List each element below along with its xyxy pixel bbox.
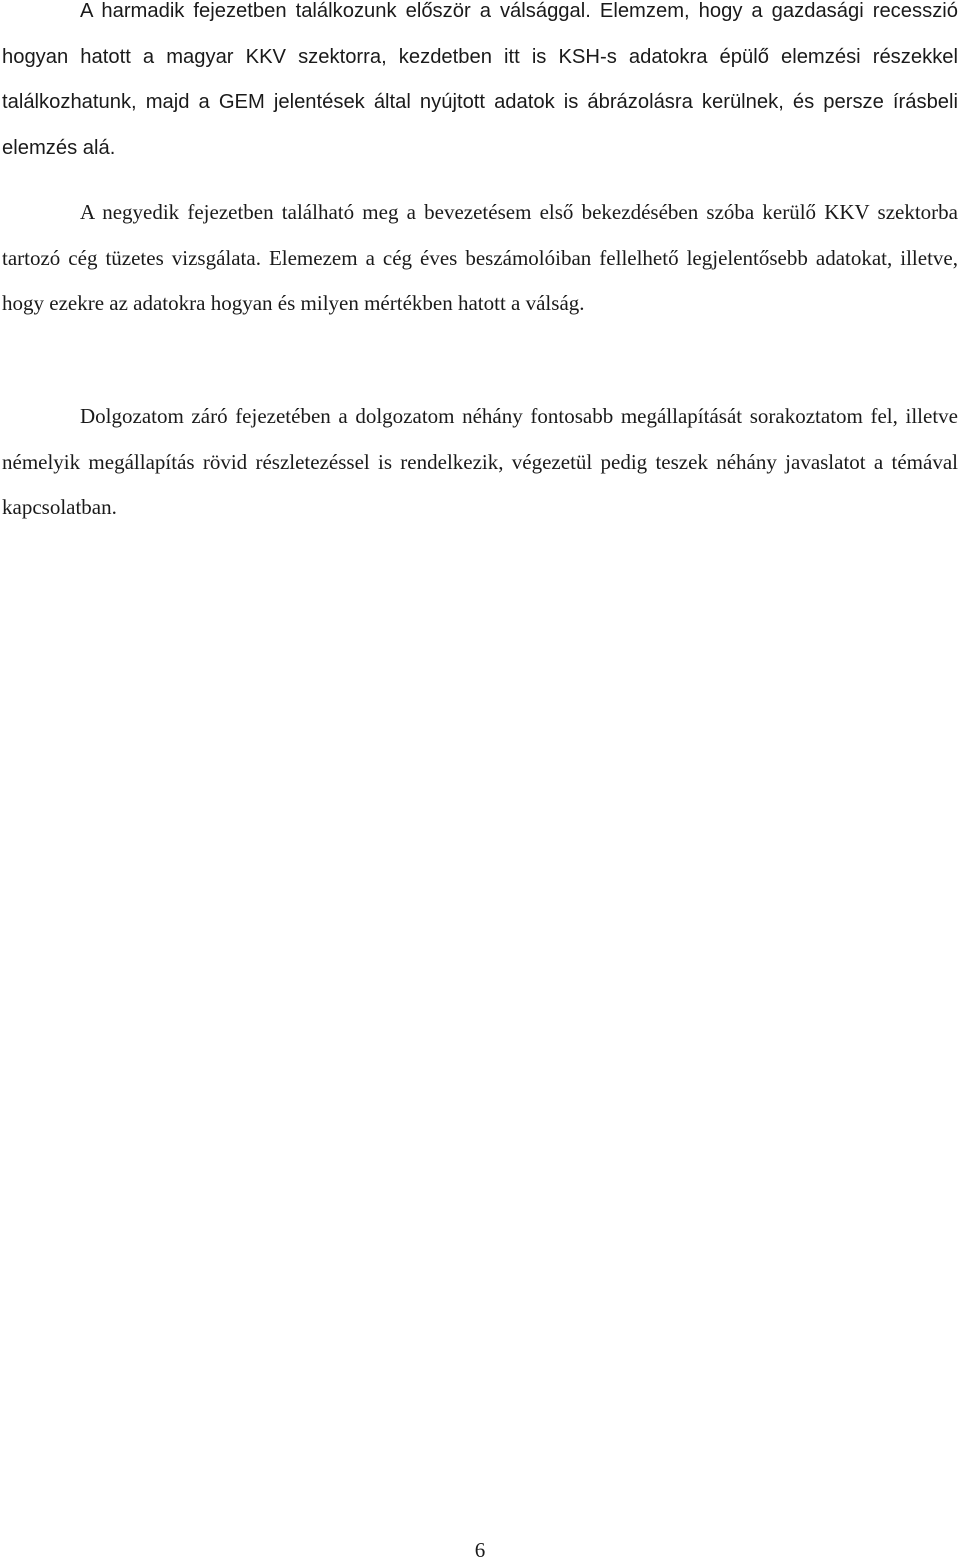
paragraph-closing-chapter-summary: Dolgozatom záró fejezetében a dolgozatom néhány fontosabb megállapítását sorakoztatom fel, illetve némelyik megállapítás rövid részletezéssel is rendelkezik, végezetül pedig teszek néhány javaslatot a témával kapcsolatban.: [2, 404, 958, 519]
paragraph-chapter-three-summary: A harmadik fejezetben találkozunk először a válsággal. Elemzem, hogy a gazdasági recesszió hogyan hatott a magyar KKV szektorra, kezdetben itt is KSH-s adatokra épülő elemzési részekkel találkozhatunk, majd a GEM jelentések által nyújtott adatok is ábrázolásra kerülnek, és persze írásbeli elemzés alá.: [2, 0, 958, 159]
paragraph-chapter-four-summary: A negyedik fejezetben található meg a bevezetésem első bekezdésében szóba kerülő KKV szektorba tartozó cég tüzetes vizsgálata. Elemezem a cég éves beszámolóiban fellelhető legjelentősebb adatokat, illetve, hogy ezekre az adatokra hogyan és milyen mértékben hatott a válság.: [2, 200, 958, 315]
page-number: 6: [474, 1538, 486, 1562]
